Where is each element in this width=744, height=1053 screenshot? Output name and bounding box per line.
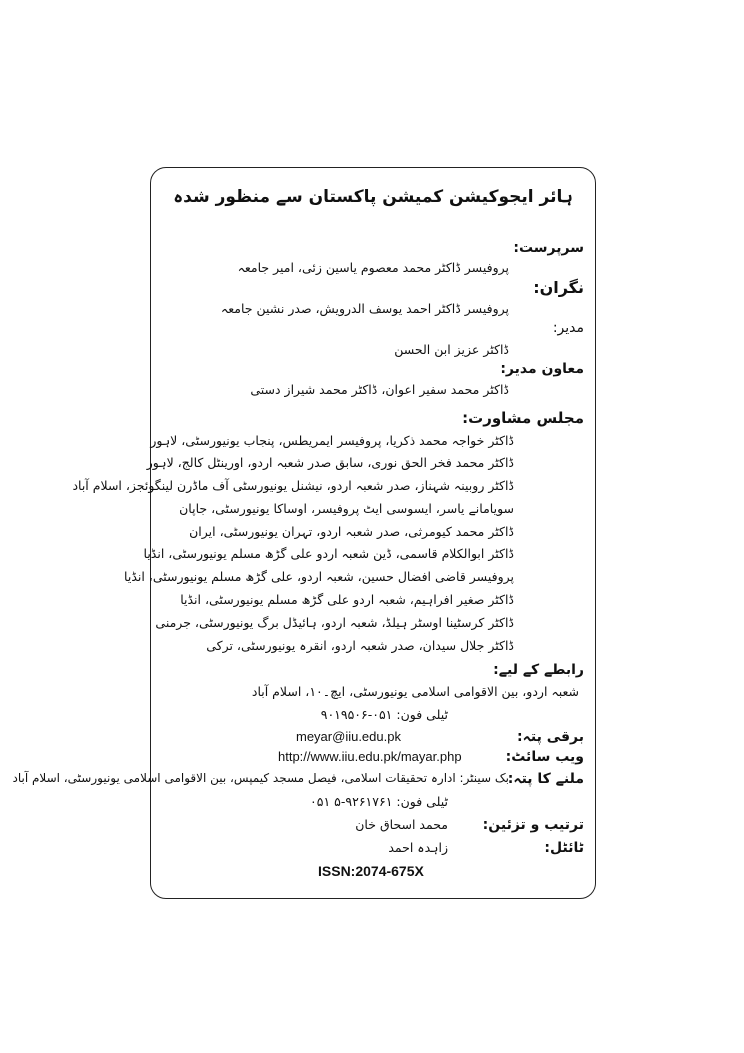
advisory-member: ڈاکٹر کرسٹینا اوسٹر ہیلڈ، شعبہ اردو، ہائیڈل برگ یونیورسٹی، جرمنی [155,615,514,630]
editor-label: مدیر: [552,320,584,336]
contact-phone: ٹیلی فون: ۰۵۱-۹۰۱۹۵۰۶ [320,707,448,722]
advisory-member: ڈاکٹر خواجہ محمد ذکریا، پروفیسر ایمریطس، پنجاب یونیورسٹی، لاہور [150,433,514,448]
sales-label: ملنے کا پتہ: [507,771,584,787]
cover-label: ٹائٹل: [544,840,584,856]
website-link[interactable]: http://www.iiu.edu.pk/mayar.php [278,749,462,764]
patron-label: سرپرست: [513,240,584,256]
advisory-member: ڈاکٹر محمد کیومرثی، صدر شعبہ اردو، تہران یونیورسٹی، ایران [189,524,514,539]
assistant-editor-value: ڈاکٹر محمد سفیر اعوان، ڈاکٹر محمد شیراز دستی [250,382,509,397]
advisory-member: ڈاکٹر ابوالکلام قاسمی، ڈین شعبہ اردو علی گڑھ مسلم یونیورسٹی، انڈیا [143,546,514,561]
contact-address: شعبہ اردو، بین الاقوامی اسلامی یونیورسٹی، ایچ۔۱۰، اسلام آباد [251,684,579,699]
advisory-member: ڈاکٹر روبینہ شہناز، صدر شعبہ اردو، نیشنل یونیورسٹی آف ماڈرن لینگوئجز، اسلام آباد [72,478,514,493]
advisory-member: ڈاکٹر محمد فخر الحق نوری، سابق صدر شعبہ اردو، اورینٹل کالج، لاہور [146,455,514,470]
website-label: ویب سائٹ: [505,749,584,765]
sales-address: بک سینٹر: ادارہ تحقیقات اسلامی، فیصل مسجد کیمپس، بین الاقوامی اسلامی یونیورسٹی، اسلام آباد [12,771,509,785]
page-title: ہائر ایجوکیشن کمیشن پاکستان سے منظور شدہ [173,187,573,207]
composition-value: محمد اسحاق خان [355,817,448,832]
email-link[interactable]: meyar@iiu.edu.pk [296,729,401,744]
advisory-member: ڈاکٹر جلال سیدان، صدر شعبہ اردو، انقرہ یونیورسٹی، ترکی [206,638,514,653]
advisory-member: سویامانے یاسر، ایسوسی ایٹ پروفیسر، اوساکا یونیورسٹی، جاپان [179,501,514,516]
advisory-member: پروفیسر قاضی افضال حسین، شعبہ اردو، علی گڑھ مسلم یونیورسٹی، انڈیا [124,569,514,584]
supervisor-value: پروفیسر ڈاکٹر احمد یوسف الدرویش، صدر نشین جامعہ [220,301,509,316]
advisory-label: مجلس مشاورت: [462,409,584,427]
advisory-member: ڈاکٹر صغیر افراہیم، شعبہ اردو علی گڑھ مسلم یونیورسٹی، انڈیا [180,592,514,607]
contact-label: رابطے کے لیے: [493,662,584,678]
editor-value: ڈاکٹر عزیز ابن الحسن [394,342,509,357]
assistant-editor-label: معاون مدیر: [500,361,584,377]
cover-value: زاہدہ احمد [388,840,448,855]
email-label: برقی پتہ: [517,729,584,745]
patron-value: پروفیسر ڈاکٹر محمد معصوم یاسین زئی، امیر جامعہ [237,260,509,275]
issn: ISSN:2074-675X [318,863,424,879]
composition-label: ترتیب و تزئین: [482,817,584,833]
sales-phone: ٹیلی فون: ۹۲۶۱۷۶۱-۵ ۰۵۱ [310,794,448,809]
supervisor-label: نگران: [533,278,584,297]
